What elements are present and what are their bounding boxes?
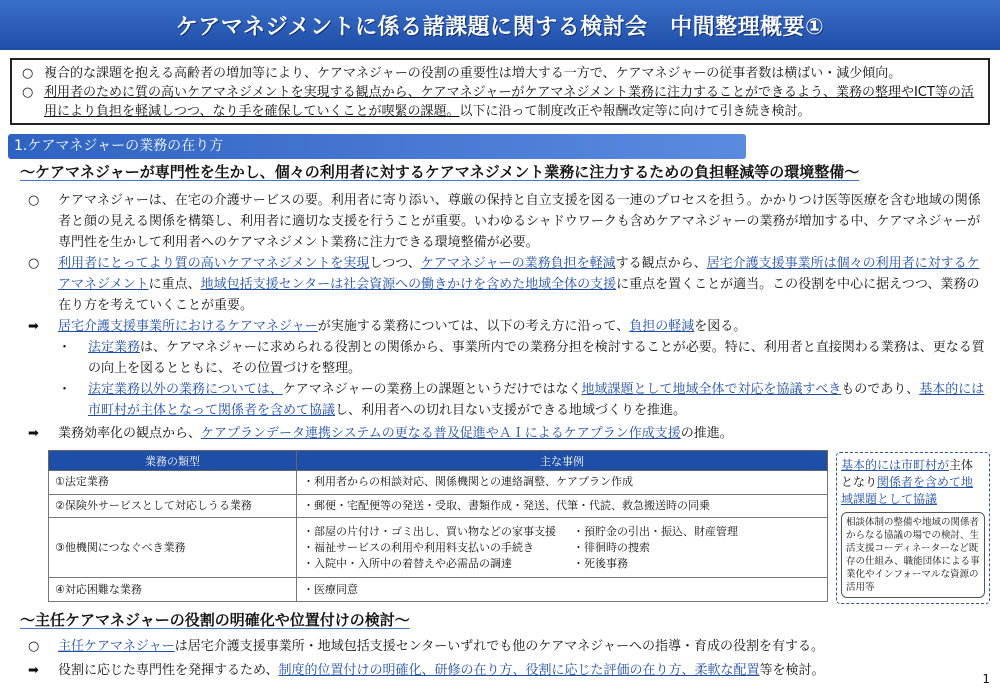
paragraph-7: ○ 主任ケアマネジャーは居宅介護支援事業所・地域包括支援センターいずれでも他のケアマネジャーへの指導・育成の役割を有する。: [28, 636, 988, 657]
heading-burden-reduction: ～ケアマネジャーが専門性を生かし、個々の利用者に対するケアマネジメント業務に注力するための負担軽減等の環境整備～: [20, 163, 860, 181]
table-row: ①法定業務 ・利用者からの相談対応、関係機関との連絡調整、ケアプラン作成: [49, 471, 828, 495]
circle-bullet: ○: [28, 193, 40, 208]
circle-bullet: ○: [28, 256, 40, 271]
table-row: ②保険外サービスとして対応しうる業務 ・郵便・宅配便等の発送・受取、書類作成・発送、代筆・代読、救急搬送時の同乗: [49, 494, 828, 518]
paragraph-6: ➡ 業務効率化の観点から、ケアプランデータ連携システムの更なる普及促進やＡＩによるケアプラン作成支援の推進。: [28, 423, 988, 444]
table-header-examples: 主な事例: [297, 451, 828, 471]
paragraph-1: ○ ケアマネジャーは、在宅の介護サービスの要。利用者に寄り添い、尊厳の保持と自立支援を図る一連のプロセスを担う。かかりつけ医等医療を含む地域の関係者と顔の見える関係を構築し、利用者に適切な支援を行うことが重要。いわゆるシャドウワークも含めケアマネジャーの業務が増加する中、ケアマネジャーが専門性を生かして利用者へのケアマネジメント業務に注力できる環境整備が必要。: [28, 190, 988, 253]
paragraph-3: ➡ 居宅介護支援事業所におけるケアマネジャーが実施する業務については、以下の考え方に沿って、負担の軽減を図る。: [28, 316, 988, 337]
paragraph-8: ➡ 役割に応じた専門性を発揮するため、制度的位置付けの明確化、研修の在り方、役割に応じた評価の在り方、柔軟な配置等を検討。: [28, 660, 973, 681]
section-header: 1.ケアマネジャーの業務の在り方: [8, 134, 746, 159]
summary-line-1: ○ 複合的な課題を抱える高齢者の増加等により、ケアマネジャーの役割の重要性は増大する一方で、ケアマネジャーの従事者数は横ばい・減少傾向。: [22, 66, 902, 81]
dot-bullet: ・: [58, 382, 72, 397]
arrow-icon: ➡: [28, 426, 39, 441]
table-row: ④対応困難な業務 ・医療同意: [49, 578, 828, 602]
dot-bullet: ・: [58, 340, 72, 355]
circle-bullet: ○: [22, 85, 34, 100]
paragraph-5: ・ 法定業務以外の業務については、ケアマネジャーの業務上の課題というだけではなく地域課題として地域全体で対応を協議すべきものであり、基本的には市町村が主体となって関係者を含めて協議し、利用者への切れ目ない支援ができる地域づくりを推進。: [58, 379, 988, 421]
paragraph-4: ・ 法定業務は、ケアマネジャーに求められる役割との関係から、事業所内での業務分担を検討することが必要。特に、利用者と直接関わる業務は、更なる質の向上を図るとともに、その位置づけを整理。: [58, 337, 988, 379]
summary-box: [10, 58, 990, 125]
table-header-type: 業務の類型: [49, 451, 297, 471]
page-number: 1: [982, 672, 990, 686]
municipality-note: 基本的には市町村が主体となり関係者を含めて地域課題として協議 相談体制の整備や地域の関係者からなる協議の場での検討、生活支援コーディネーターなど既存の仕組み、職能団体による事業化やインフォーマルな資源の活用等: [836, 452, 990, 604]
page-title: ケアマネジメントに係る諸課題に関する検討会 中間整理概要①: [0, 0, 1000, 50]
table-row: ③他機関につなぐべき業務 ・部屋の片付け・ゴミ出し、買い物などの家事支援 ・預貯金の引出・振込、財産管理 ・福祉サービスの利用や利用料支払いの手続き ・徘徊時の捜索 ・入院中・入所中の着替えや必需品の調達 ・死後事務: [49, 518, 828, 578]
arrow-icon: ➡: [28, 663, 39, 678]
paragraph-2: ○ 利用者にとってより質の高いケアマネジメントを実現しつつ、ケアマネジャーの業務負担を軽減する観点から、居宅介護支援事業所は個々の利用者に対するケアマネジメントに重点、地域包括支援センターは社会資源への働きかけを含めた地域全体の支援に重点を置くことが適当。この役割を中心に据えつつ、業務の在り方を考えていくことが重要。: [28, 253, 988, 316]
circle-bullet: ○: [28, 639, 40, 654]
circle-bullet: ○: [22, 66, 34, 81]
summary-line-2: ○ 利用者のために質の高いケアマネジメントを実現する観点から、ケアマネジャーがケアマネジメント業務に注力することができるよう、業務の整理やICT等の活用により負担を軽減しつつ、なり手を確保していくことが喫緊の課題。以下に沿って制度改正や報酬改定等に向けて引き続き検討。: [22, 85, 974, 119]
task-type-table: [48, 450, 828, 602]
heading-chief-care-manager: ～主任ケアマネジャーの役割の明確化や位置付けの検討～: [20, 611, 410, 629]
note-detail: 相談体制の整備や地域の関係者からなる協議の場での検討、生活支援コーディネーターなど既存の仕組み、職能団体による事業化やインフォーマルな資源の活用等: [841, 512, 985, 598]
arrow-icon: ➡: [28, 319, 39, 334]
